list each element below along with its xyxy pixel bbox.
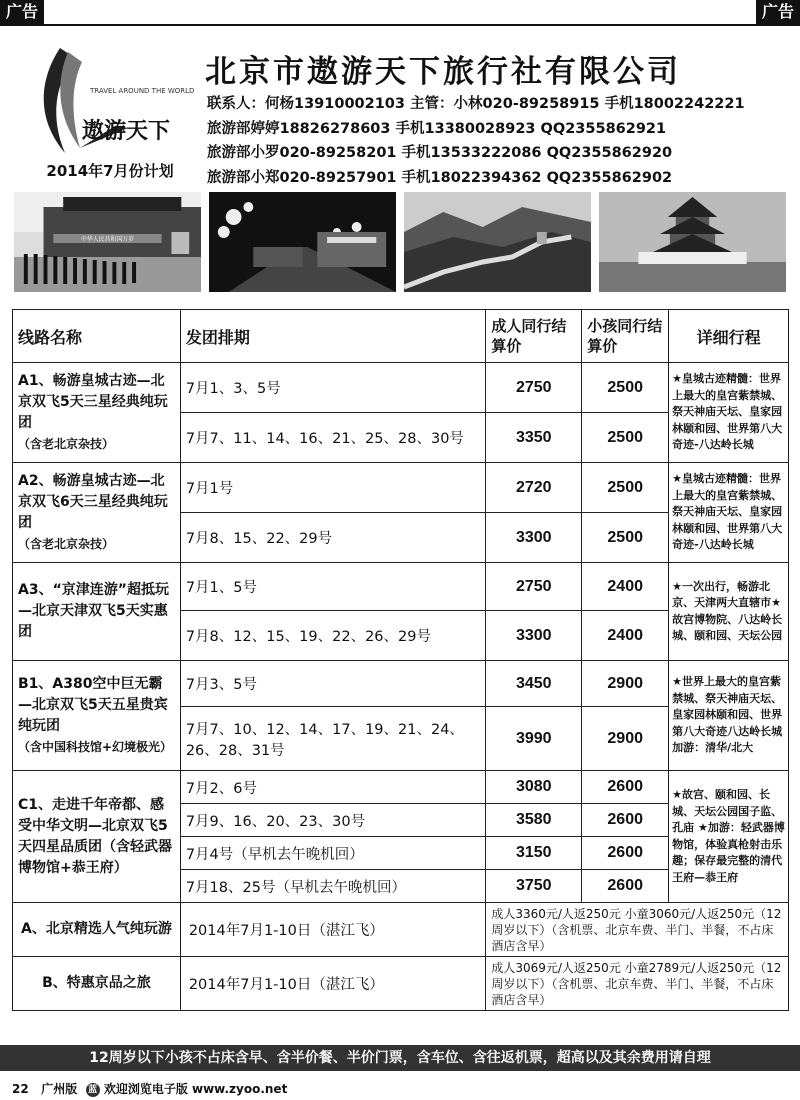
ad-label-right: 广告 [756, 0, 800, 24]
header-child-price: 小孩同行结算价 [582, 310, 669, 363]
route-name: A1、畅游皇城古迹—北京双飞5天三星经典纯玩团 [18, 372, 168, 431]
schedule-cell: 7月9、16、20、23、30号 [180, 804, 486, 837]
schedule-cell: 7月1、3、5号 [180, 363, 486, 413]
header-adult-price: 成人同行结算价 [486, 310, 582, 363]
schedule-cell: 7月4号（早机去午晚机回） [180, 837, 486, 870]
table-row [13, 563, 789, 611]
route-cell [13, 661, 181, 771]
table-row [13, 903, 789, 957]
child-price-cell: 2900 [582, 707, 669, 771]
route-extra: （含老北京杂技） [18, 536, 115, 551]
route-name: B、特惠京品之旅 [13, 957, 181, 1011]
route-cell [13, 463, 181, 563]
temple-of-heaven-photo [599, 192, 786, 292]
adult-price-cell: 3150 [486, 837, 582, 870]
top-divider [0, 24, 800, 26]
header-route: 线路名称 [13, 310, 181, 363]
route-cell [13, 363, 181, 463]
night-street-photo [209, 192, 396, 292]
schedule-cell: 2014年7月1-10日（湛江飞） [180, 903, 486, 957]
adult-price-cell: 3750 [486, 870, 582, 903]
footer-note: 12周岁以下小孩不占床含早、含半价餐、半价门票，含车位、含往返机票，超高以及其余费用请自理 [0, 1045, 800, 1071]
page-info [12, 1080, 287, 1097]
schedule-cell: 7月7、11、14、16、21、25、28、30号 [180, 413, 486, 463]
adult-price-cell: 2750 [486, 363, 582, 413]
adult-price-cell: 3350 [486, 413, 582, 463]
photo-strip [14, 192, 786, 294]
schedule-cell: 7月1号 [180, 463, 486, 513]
child-price-cell: 2400 [582, 611, 669, 661]
swoosh-logo-icon [20, 38, 195, 163]
adult-price-cell: 2750 [486, 563, 582, 611]
detail-cell: ★故宫、颐和园、长城、天坛公园国子监、孔庙 ★加游：轻武器博物馆，体验真枪射击乐趣；保存最完整的清代王府—恭王府 [669, 771, 789, 903]
schedule-cell: 7月3、5号 [180, 661, 486, 707]
logo-brand-text: 遨游天下 [82, 119, 171, 144]
child-price-cell: 2600 [582, 837, 669, 870]
child-price-cell: 2500 [582, 363, 669, 413]
route-name: C1、走进千年帝都、感受中华文明—北京双飞5天四星品质团（含轻武器博物馆+恭王府） [18, 796, 172, 876]
detail-cell: ★世界上最大的皇宫紫禁城、祭天神庙天坛、皇家园林颐和园、世界第八大奇迹八达岭长城 加游：清华/北大 [669, 661, 789, 771]
ad-label-left: 广告 [0, 0, 44, 24]
website-link[interactable]: 欢迎浏览电子版 www.zyoo.net [103, 1082, 288, 1096]
adult-price-cell: 3300 [486, 513, 582, 563]
contact-line: 旅游部小罗020-89258201 手机13533222086 QQ2355862920 [207, 145, 673, 161]
table-row [13, 363, 789, 413]
tiananmen-photo [14, 192, 201, 292]
adult-price-cell: 2720 [486, 463, 582, 513]
child-price-cell: 2500 [582, 413, 669, 463]
route-name: B1、A380空中巨无霸—北京双飞5天五星贵宾纯玩团 [18, 675, 168, 734]
child-price-cell: 2600 [582, 804, 669, 837]
plan-label: 2014年7月份计划 [46, 162, 174, 180]
schedule-cell: 7月2、6号 [180, 771, 486, 804]
child-price-cell: 2500 [582, 463, 669, 513]
detail-cell: ★皇城古迹精髓：世界上最大的皇宫紫禁城、祭天神庙天坛、皇家园林颐和园、世界第八大奇迹-八达岭长城 [669, 463, 789, 563]
child-price-cell: 2900 [582, 661, 669, 707]
table-row [13, 957, 789, 1011]
route-cell [13, 563, 181, 661]
contact-line: 联系人：何杨13910002103 主管：小林020-89258915 手机18002242221 [207, 96, 745, 112]
adult-price-cell: 3300 [486, 611, 582, 661]
schedule-cell: 7月1、5号 [180, 563, 486, 611]
child-price-cell: 2600 [582, 771, 669, 804]
route-cell [13, 771, 181, 903]
detail-cell: ★一次出行，畅游北京、天津两大直辖市★故宫博物院、八达岭长城、颐和园、天坛公园 [669, 563, 789, 661]
tiananmen-sign: 中华人民共和国万岁 [80, 235, 135, 244]
child-price-cell: 2600 [582, 870, 669, 903]
schedule-cell: 7月18、25号（早机去午晚机回） [180, 870, 486, 903]
contact-list [207, 92, 745, 190]
table-row [13, 771, 789, 804]
table-header-row [13, 310, 789, 363]
schedule-cell: 7月8、15、22、29号 [180, 513, 486, 563]
header-detail: 详细行程 [669, 310, 789, 363]
page-number: 22 [12, 1082, 29, 1096]
tour-price-table [12, 309, 789, 1011]
contact-line: 旅游部婷婷18826278603 手机13380028923 QQ2355862921 [207, 120, 667, 137]
edition-label: 广州版 [41, 1082, 78, 1096]
edition-badge-icon: 蓝 [86, 1083, 100, 1097]
schedule-cell: 7月8、12、15、19、22、26、29号 [180, 611, 486, 661]
table-row [13, 463, 789, 513]
route-name: A2、畅游皇城古迹—北京双飞6天三星经典纯玩团 [18, 472, 168, 531]
header-schedule: 发团排期 [180, 310, 486, 363]
table-row [13, 661, 789, 707]
route-name: A、北京精选人气纯玩游 [13, 903, 181, 957]
route-extra: （含中国科技馆+幻境极光） [18, 739, 173, 754]
route-name: A3、“京津连游”超抵玩—北京天津双飞5天实惠团 [18, 582, 169, 640]
adult-price-cell: 3990 [486, 707, 582, 771]
schedule-cell: 7月7、10、12、14、17、19、21、24、26、28、31号 [180, 707, 486, 771]
price-note-cell: 成人3069元/人返250元 小童2789元/人返250元（12周岁以下）（含机票、北京车费、半门、半餐，不占床酒店含早） [486, 957, 789, 1011]
adult-price-cell: 3580 [486, 804, 582, 837]
great-wall-photo [404, 192, 591, 292]
contact-line: 旅游部小郑020-89257901 手机18022394362 QQ2355862902 [207, 169, 673, 186]
price-note-cell: 成人3360元/人返250元 小童3060元/人返250元（12周岁以下）（含机票、北京车费、半门、半餐，不占床酒店含早） [486, 903, 789, 957]
child-price-cell: 2400 [582, 563, 669, 611]
schedule-cell: 2014年7月1-10日（湛江飞） [180, 957, 486, 1011]
detail-cell: ★皇城古迹精髓：世界上最大的皇宫紫禁城、祭天神庙天坛、皇家园林颐和园、世界第八大奇迹-八达岭长城 [669, 363, 789, 463]
company-name: 北京市遨游天下旅行社有限公司 [205, 54, 681, 90]
logo-tagline: TRAVEL AROUND THE WORLD [90, 87, 195, 95]
route-extra: （含老北京杂技） [18, 436, 115, 451]
adult-price-cell: 3080 [486, 771, 582, 804]
adult-price-cell: 3450 [486, 661, 582, 707]
child-price-cell: 2500 [582, 513, 669, 563]
